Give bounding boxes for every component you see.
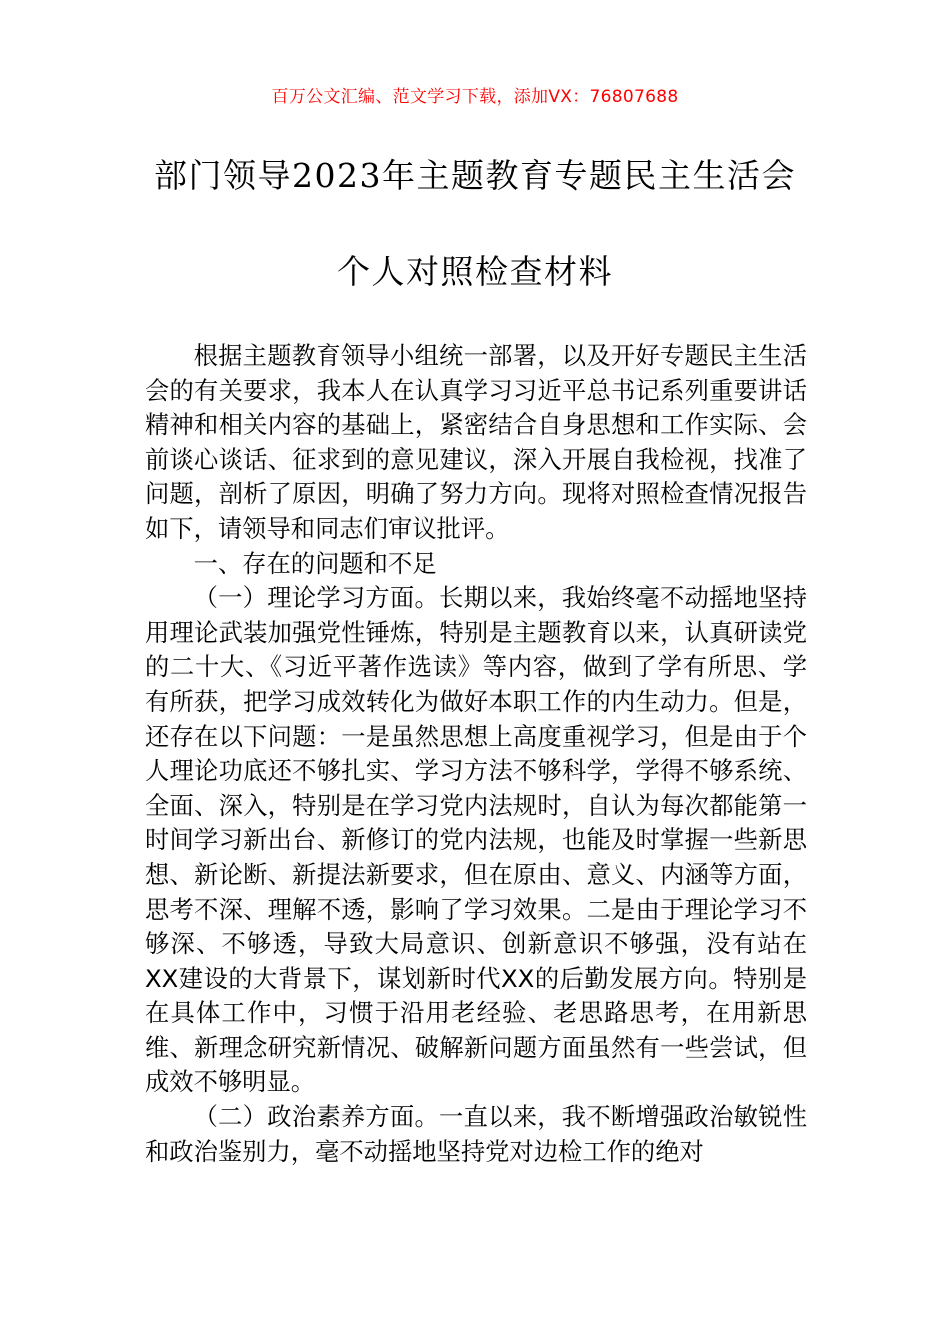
intro-paragraph: 根据主题教育领导小组统一部署，以及开好专题民主生活会的有关要求，我本人在认真学习习近平总书记系列重要讲话精神和相关内容的基础上，紧密结合自身思想和工作实际、会前谈心谈话、征求到的意见建议，深入开展自我检视，找准了问题，剖析了原因，明确了努力方向。现将对照检查情况报告如下，请领导和同志们审议批评。	[145, 341, 807, 543]
document-body	[145, 339, 807, 1169]
document-title-line-1: 部门领导2023年主题教育专题民主生活会	[154, 156, 796, 195]
document-title-line-2: 个人对照检查材料	[337, 252, 613, 291]
section-heading-1: 一、存在的问题和不足	[193, 548, 437, 578]
paragraph-political-quality: （二）政治素养方面。一直以来，我不断增强政治敏锐性和政治鉴别力，毫不动摇地坚持党对边检工作的绝对	[145, 1102, 807, 1166]
header-promo-note: 百万公文汇编、范文学习下载，添加VX：76807688	[271, 87, 679, 107]
paragraph-theory-study: （一）理论学习方面。长期以来，我始终毫不动摇地坚持用理论武装加强党性锤炼，特别是主题教育以来，认真研读党的二十大、《习近平著作选读》等内容，做到了学有所思、学有所获，把学习成效转化为做好本职工作的内生动力。但是，还存在以下问题：一是虽然思想上高度重视学习，但是由于个人理论功底还不够扎实、学习方法不够科学，学得不够系统、全面、深入，特别是在学习党内法规时，自认为每次都能第一时间学习新出台、新修订的党内法规，也能及时掌握一些新思想、新论断、新提法新要求，但在原由、意义、内涵等方面，思考不深、理解不透，影响了学习效果。二是由于理论学习不够深、不够透，导致大局意识、创新意识不够强，没有站在XX建设的大背景下，谋划新时代XX的后勤发展方向。特别是在具体工作中，习惯于沿用老经验、老思路思考，在用新思维、新理念研究新情况、破解新问题方面虽然有一些尝试，但成效不够明显。	[145, 583, 807, 1097]
